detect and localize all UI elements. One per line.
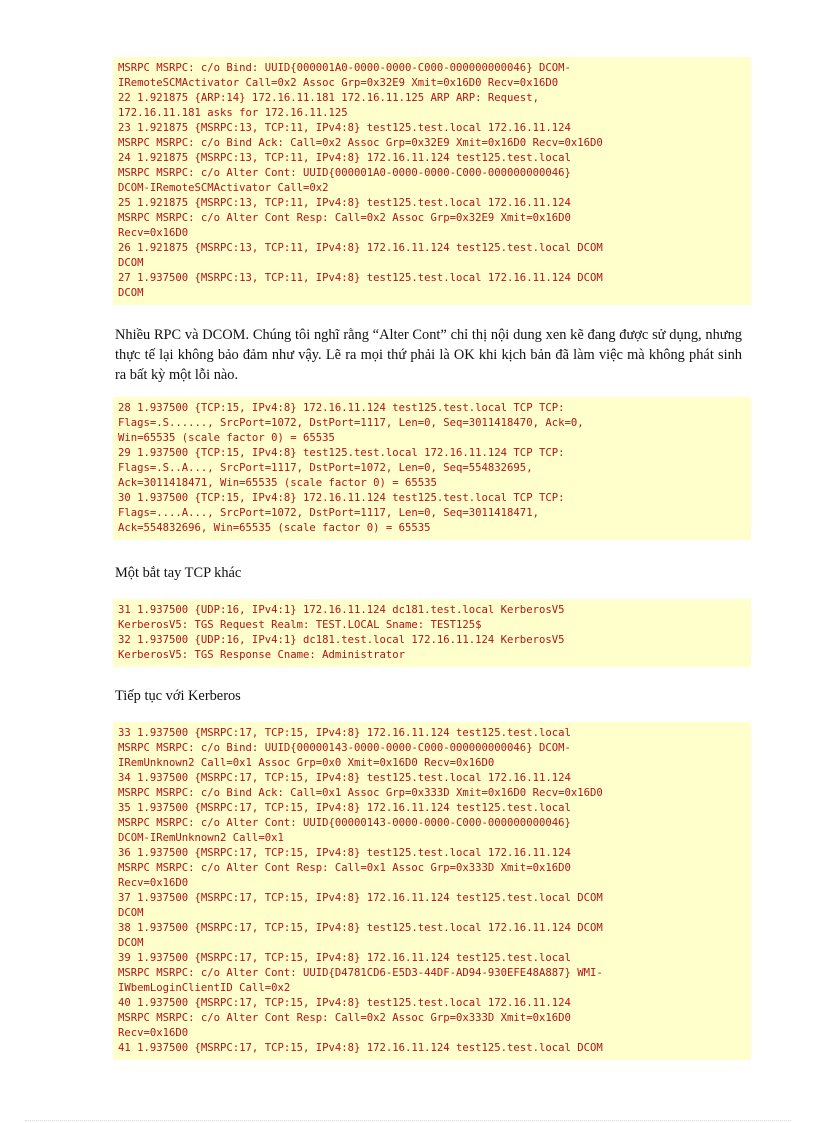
code-line: DCOM: [118, 257, 144, 269]
code-line: IRemoteSCMActivator Call=0x2 Assoc Grp=0x32E9 Xmit=0x16D0 Recv=0x16D0: [118, 77, 559, 89]
code-line: 40 1.937500 {MSRPC:17, TCP:15, IPv4:8} test125.test.local 172.16.11.124: [118, 997, 571, 1009]
code-line: MSRPC MSRPC: c/o Bind: UUID{00000143-0000-0000-C000-000000000046} DCOM-: [118, 742, 571, 754]
code-line: MSRPC MSRPC: c/o Alter Cont: UUID{D4781CD6-E5D3-44DF-AD94-930EFE48A887} WMI-: [118, 967, 603, 979]
code-line: Flags=....A..., SrcPort=1072, DstPort=1117, Len=0, Seq=3011418471,: [118, 507, 539, 519]
code-line: Recv=0x16D0: [118, 227, 189, 239]
code-line: MSRPC MSRPC: c/o Alter Cont Resp: Call=0x2 Assoc Grp=0x32E9 Xmit=0x16D0: [118, 212, 571, 224]
code-block-kerberos: [113, 599, 751, 667]
code-line: MSRPC MSRPC: c/o Bind Ack: Call=0x1 Assoc Grp=0x333D Xmit=0x16D0 Recv=0x16D0: [118, 787, 603, 799]
code-line: IRemUnknown2 Call=0x1 Assoc Grp=0x0 Xmit=0x16D0 Recv=0x16D0: [118, 757, 495, 769]
code-line: MSRPC MSRPC: c/o Alter Cont: UUID{000001A0-0000-0000-C000-000000000046}: [118, 167, 571, 179]
code-line: 24 1.921875 {MSRPC:13, TCP:11, IPv4:8} 172.16.11.124 test125.test.local: [118, 152, 571, 164]
code-line: Ack=3011418471, Win=65535 (scale factor 0) = 65535: [118, 477, 437, 489]
code-line: 36 1.937500 {MSRPC:17, TCP:15, IPv4:8} test125.test.local 172.16.11.124: [118, 847, 571, 859]
code-line: 31 1.937500 {UDP:16, IPv4:1} 172.16.11.124 dc181.test.local KerberosV5: [118, 604, 565, 616]
code-line: DCOM-IRemUnknown2 Call=0x1: [118, 832, 284, 844]
code-line: DCOM: [118, 287, 144, 299]
code-line: DCOM-IRemoteSCMActivator Call=0x2: [118, 182, 329, 194]
code-line: DCOM: [118, 907, 144, 919]
code-line: 35 1.937500 {MSRPC:17, TCP:15, IPv4:8} 172.16.11.124 test125.test.local: [118, 802, 571, 814]
code-line: MSRPC MSRPC: c/o Bind Ack: Call=0x2 Assoc Grp=0x32E9 Xmit=0x16D0 Recv=0x16D0: [118, 137, 603, 149]
code-line: Win=65535 (scale factor 0) = 65535: [118, 432, 335, 444]
code-line: 39 1.937500 {MSRPC:17, TCP:15, IPv4:8} 172.16.11.124 test125.test.local: [118, 952, 571, 964]
code-line: 29 1.937500 {TCP:15, IPv4:8} test125.test.local 172.16.11.124 TCP TCP:: [118, 447, 565, 459]
code-block-arp-msrpc: [113, 57, 751, 305]
paragraph-kerberos: Tiếp tục với Kerberos: [115, 688, 241, 704]
paragraph-tcp-handshake: Một bắt tay TCP khác: [115, 565, 242, 581]
code-line: Flags=.S......, SrcPort=1072, DstPort=1117, Len=0, Seq=3011418470, Ack=0,: [118, 417, 584, 429]
code-line: 38 1.937500 {MSRPC:17, TCP:15, IPv4:8} test125.test.local 172.16.11.124 DCOM: [118, 922, 603, 934]
code-line: MSRPC MSRPC: c/o Bind: UUID{000001A0-0000-0000-C000-000000000046} DCOM-: [118, 62, 571, 74]
code-line: 25 1.921875 {MSRPC:13, TCP:11, IPv4:8} test125.test.local 172.16.11.124: [118, 197, 571, 209]
code-line: 172.16.11.181 asks for 172.16.11.125: [118, 107, 348, 119]
code-line: 28 1.937500 {TCP:15, IPv4:8} 172.16.11.124 test125.test.local TCP TCP:: [118, 402, 565, 414]
code-line: Ack=554832696, Win=65535 (scale factor 0) = 65535: [118, 522, 431, 534]
paragraph-rpc-dcom: Nhiều RPC và DCOM. Chúng tôi nghĩ rằng “Alter Cont” chỉ thị nội dung xen kẽ đang được sử dụng, nhưng thực tế lại không bảo đảm như vậy. Lẽ ra mọi thứ phải là OK khi kịch bản đã làm việc mà không phát sinh ra bất kỳ một lỗi nào.: [115, 327, 742, 383]
code-line: 26 1.921875 {MSRPC:13, TCP:11, IPv4:8} 172.16.11.124 test125.test.local DCOM: [118, 242, 603, 254]
code-line: MSRPC MSRPC: c/o Alter Cont: UUID{00000143-0000-0000-C000-000000000046}: [118, 817, 571, 829]
code-line: 41 1.937500 {MSRPC:17, TCP:15, IPv4:8} 172.16.11.124 test125.test.local DCOM: [118, 1042, 603, 1054]
code-block-tcp-handshake: [113, 397, 751, 540]
code-line: Flags=.S..A..., SrcPort=1117, DstPort=1072, Len=0, Seq=554832695,: [118, 462, 533, 474]
code-line: KerberosV5: TGS Request Realm: TEST.LOCAL Sname: TEST125$: [118, 619, 482, 631]
code-line: Recv=0x16D0: [118, 1027, 189, 1039]
code-line: 32 1.937500 {UDP:16, IPv4:1} dc181.test.local 172.16.11.124 KerberosV5: [118, 634, 565, 646]
code-line: DCOM: [118, 937, 144, 949]
code-line: MSRPC MSRPC: c/o Alter Cont Resp: Call=0x2 Assoc Grp=0x333D Xmit=0x16D0: [118, 1012, 571, 1024]
code-line: 22 1.921875 {ARP:14} 172.16.11.181 172.16.11.125 ARP ARP: Request,: [118, 92, 539, 104]
code-line: IWbemLoginClientID Call=0x2: [118, 982, 291, 994]
code-line: 27 1.937500 {MSRPC:13, TCP:11, IPv4:8} test125.test.local 172.16.11.124 DCOM: [118, 272, 603, 284]
code-line: 33 1.937500 {MSRPC:17, TCP:15, IPv4:8} 172.16.11.124 test125.test.local: [118, 727, 571, 739]
page-bottom-divider: [25, 1120, 791, 1121]
code-block-msrpc-dcom: [113, 722, 751, 1060]
code-line: 23 1.921875 {MSRPC:13, TCP:11, IPv4:8} test125.test.local 172.16.11.124: [118, 122, 571, 134]
code-line: KerberosV5: TGS Response Cname: Administrator: [118, 649, 406, 661]
code-line: 37 1.937500 {MSRPC:17, TCP:15, IPv4:8} 172.16.11.124 test125.test.local DCOM: [118, 892, 603, 904]
code-line: MSRPC MSRPC: c/o Alter Cont Resp: Call=0x1 Assoc Grp=0x333D Xmit=0x16D0: [118, 862, 571, 874]
code-line: 34 1.937500 {MSRPC:17, TCP:15, IPv4:8} test125.test.local 172.16.11.124: [118, 772, 571, 784]
code-line: Recv=0x16D0: [118, 877, 189, 889]
code-line: 30 1.937500 {TCP:15, IPv4:8} 172.16.11.124 test125.test.local TCP TCP:: [118, 492, 565, 504]
